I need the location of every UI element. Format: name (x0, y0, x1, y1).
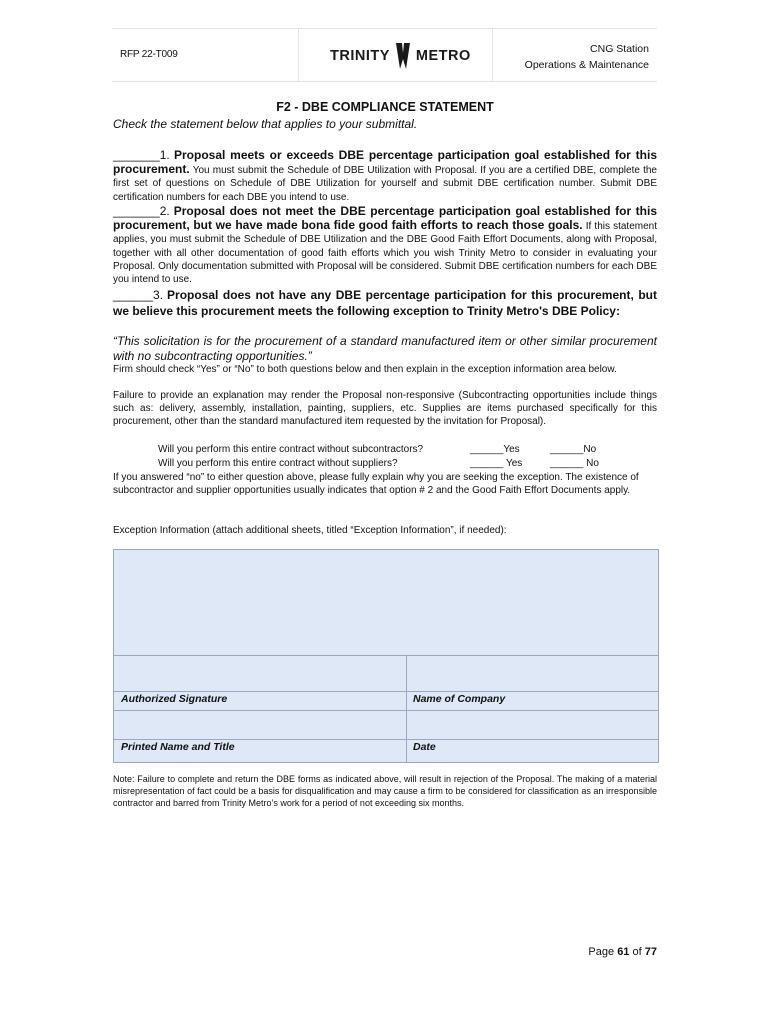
answer-yes-blank[interactable]: ______ Yes (470, 458, 523, 469)
header-project-line1: CNG Station (590, 43, 649, 55)
date-label: Date (413, 741, 436, 753)
form-divider (114, 739, 658, 740)
answer-no-blank[interactable]: ______No (550, 444, 597, 455)
option-2-text: If this statement applies, you must submit the Schedule of DBE Utilization and the DBE Good Faith Effort Documents, along with Proposal, together with all other documentation of good faith efforts which you wish Trinity Metro to consider in evaluating your Proposal. Only documentation submitted with Proposal will be considered. Submit DBE certification numbers for each DBE you intend to use. (113, 221, 657, 286)
form-divider (114, 691, 658, 692)
page-header (112, 28, 657, 82)
logo-figure-icon (394, 41, 412, 71)
logo-text-right: METRO (415, 48, 471, 64)
exception-quote: “This solicitation is for the procurement of a standard manufactured item or other similar procurement with no subcontracting opportunities.” (113, 334, 657, 363)
page-subtitle: Check the statement below that applies to your submittal. (113, 117, 418, 131)
company-name-label: Name of Company (413, 693, 506, 705)
form-column-divider (406, 655, 407, 762)
option-1 (113, 149, 657, 204)
date-field[interactable] (407, 711, 658, 739)
instruction-check: Firm should check “Yes” or “No” to both questions below and then explain in the exception information area below. (113, 364, 617, 375)
page-number (588, 946, 657, 958)
header-project-line2: Operations & Maintenance (524, 59, 649, 71)
instruction-explain: Failure to provide an explanation may render the Proposal non-responsive (Subcontracting opportunities include things such as: delivery, assembly, installation, painting, suppliers, etc. Supplies are items purchased specifically for this procurement, other than the standard manufactured item requested by the invitation for Proposal). (113, 390, 657, 428)
option-1-blank[interactable]: _______1. (113, 148, 170, 162)
page-title: F2 - DBE COMPLIANCE STATEMENT (276, 100, 494, 114)
header-project (525, 41, 649, 73)
logo-text-left: TRINITY (330, 48, 390, 64)
option-2 (113, 205, 657, 286)
header-divider (492, 29, 493, 81)
authorized-signature-field[interactable] (114, 656, 406, 691)
exception-information-field[interactable] (114, 550, 658, 655)
question-subcontractors (158, 443, 618, 456)
trinity-metro-logo (330, 39, 471, 73)
page-label: Page (588, 946, 615, 958)
exception-label: Exception Information (attach additional sheets, titled “Exception Information”, if needed): (113, 525, 507, 536)
option-3 (113, 288, 657, 320)
question-text: Will you perform this entire contract without subcontractors? (158, 444, 424, 455)
option-1-text: You must submit the Schedule of DBE Utilization with Proposal. If you are a certified DBE, complete the first set of questions on Schedule of DBE Utilization for yourself and submit DBE certification number. Submit DBE certification numbers for each DBE you intend to use. (113, 165, 657, 203)
answer-no-blank[interactable]: ______ No (550, 458, 599, 469)
option-2-heading: Proposal does not meet the DBE percentage participation goal established for this procurement, but we have made bona fide good faith efforts to reach those goals. (113, 204, 657, 233)
option-3-heading: Proposal does not have any DBE percentage participation for this procurement, but we believe this procurement meets the following exception to Trinity Metro's DBE Policy: (113, 288, 658, 318)
page-current: 61 (617, 946, 630, 958)
exception-form (113, 549, 659, 763)
printed-name-field[interactable] (114, 711, 406, 739)
footer-note: Note: Failure to complete and return the DBE forms as indicated above, will result in rejection of the Proposal. The making of a material misrepresentation of fact could be a basis for disqualification and may cause a firm to be considered for classification as an irresponsible contractor and barred from Trinity Metro’s work for a period of not exceeding six months. (113, 774, 657, 808)
question-suppliers (158, 457, 618, 470)
answer-no-explanation: If you answered “no” to either question above, please fully explain why you are seeking the exception. The existence of subcontractor and supplier opportunities usually indicates that option # 2 and the Good Faith Effort Documents apply. (113, 472, 639, 497)
page-of: of (632, 946, 642, 958)
option-2-blank[interactable]: _______2. (113, 204, 170, 218)
question-text: Will you perform this entire contract without suppliers? (158, 458, 398, 469)
option-3-blank[interactable]: ______3. (113, 288, 164, 302)
printed-name-label: Printed Name and Title (121, 741, 235, 753)
header-divider (298, 29, 299, 81)
company-name-field[interactable] (407, 656, 658, 691)
authorized-signature-label: Authorized Signature (121, 693, 228, 705)
page-total: 77 (644, 946, 657, 958)
answer-yes-blank[interactable]: ______Yes (470, 444, 520, 455)
rfp-number: RFP 22-T009 (120, 49, 178, 60)
option-1-heading: Proposal meets or exceeds DBE percentage participation goal established for this procurement. (113, 148, 657, 177)
